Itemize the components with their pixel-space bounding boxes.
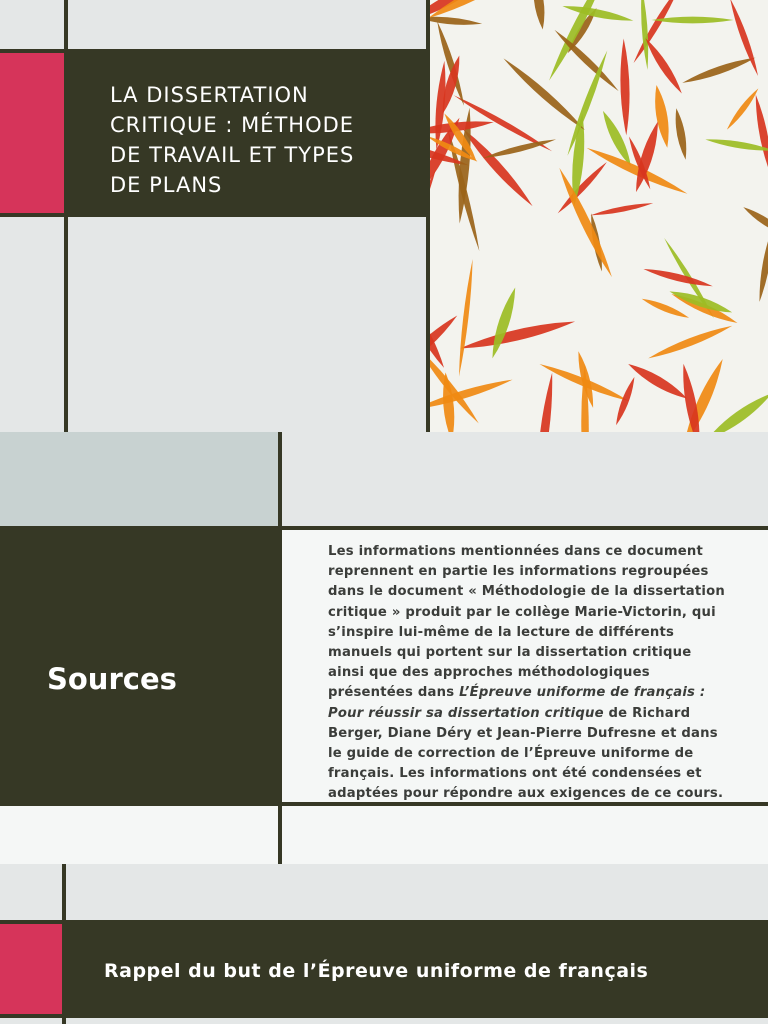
text-panel [282, 530, 768, 802]
accent-block [0, 53, 64, 213]
slide-title-line: LA DISSERTATION [110, 83, 309, 107]
divider-horizontal [0, 1014, 768, 1018]
decorative-image [430, 0, 768, 432]
book-title: L’Épreuve uniforme de français : Pour réussir sa dissertation critique [328, 685, 706, 721]
bottom-right-block [282, 806, 768, 864]
top-left-block [0, 432, 278, 526]
slide-3 [0, 864, 768, 1024]
divider-horizontal [0, 213, 430, 217]
slide-title-line: DE TRAVAIL ET TYPES [110, 143, 355, 167]
slide-title-line: CRITIQUE : MÉTHODE [110, 113, 355, 137]
accent-block [0, 924, 62, 1014]
paragraph-text: Les informations mentionnées dans ce document reprennent en partie les informations regroupées dans le document « Méthodologie de la dissertation critique » produit par le collège Marie-Victorin, qui s’inspire lui-même de la lecture de différents manuels qui portent sur la dissertation critique ainsi que des approches méthodologiques présentées dans [328, 544, 725, 701]
leaf-pattern-image [430, 0, 768, 432]
bottom-left-block [0, 806, 278, 864]
sources-heading: Sources [47, 662, 177, 696]
paragraph-text: de Richard Berger, Diane Déry et Jean-Pierre Dufresne et dans le guide de correction de l’Épreuve uniforme de français. Les informations ont été condensées et adaptées pour répondre aux exigences de ce cours. [328, 705, 724, 802]
top-right-block [282, 432, 768, 526]
slide-2 [0, 432, 768, 864]
sources-panel [0, 530, 278, 802]
slide-1 [0, 0, 768, 432]
section-heading: Rappel du but de l’Épreuve uniforme de français [104, 960, 649, 982]
sources-paragraph [328, 542, 728, 802]
section-title-panel [66, 924, 768, 1014]
title-panel [68, 53, 426, 213]
slide-title [110, 80, 426, 200]
slide-title-line: DE PLANS [110, 173, 223, 197]
